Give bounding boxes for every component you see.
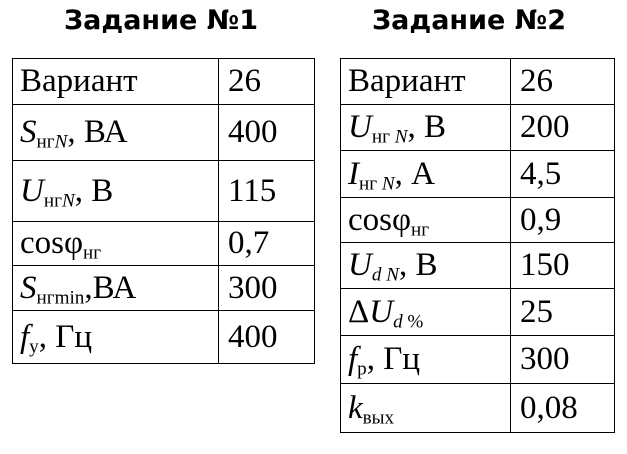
subscript-var: N	[381, 172, 395, 194]
subscript-text: нг	[359, 172, 382, 194]
value-cell: 26	[219, 59, 315, 105]
param-unit: , Гц	[38, 318, 92, 355]
table-row	[341, 105, 615, 151]
param-subscript	[372, 126, 408, 147]
param-cell	[341, 336, 511, 384]
param-cell	[341, 384, 511, 433]
task1-heading: Задание №1	[64, 5, 258, 36]
param-symbol: k	[348, 389, 363, 426]
table-row	[341, 59, 615, 105]
param-prefix: Δ	[348, 293, 370, 330]
table-row	[341, 243, 615, 289]
param-symbol: U	[348, 247, 372, 283]
param-subscript: нгmin	[36, 286, 85, 308]
subscript-text: %	[402, 310, 424, 332]
subscript-text: нг	[43, 189, 62, 211]
subscript-var: N	[394, 126, 408, 148]
param-subscript: р	[357, 358, 367, 380]
table-row	[341, 289, 615, 336]
param-prefix: cosφ	[20, 225, 84, 261]
table-row	[13, 59, 315, 105]
table-row	[341, 198, 615, 243]
value-cell: 0,9	[511, 198, 615, 243]
param-unit: , В	[407, 109, 446, 145]
subscript-var: N	[61, 189, 75, 211]
param-unit: ,ВА	[84, 269, 137, 306]
subscript-var: d	[393, 310, 403, 332]
param-unit: , В	[398, 247, 438, 283]
param-symbol: f	[20, 318, 30, 355]
param-subscript: нг	[83, 242, 102, 264]
task2-heading: Задание №2	[372, 5, 566, 36]
subscript-text: нг	[36, 131, 55, 153]
param-subscript: нг	[411, 218, 430, 240]
param-subscript	[44, 190, 75, 211]
value-cell: 0,08	[511, 384, 615, 433]
param-subscript	[359, 173, 395, 194]
task2-table	[340, 58, 615, 433]
param-cell	[341, 243, 511, 289]
value-cell: 25	[511, 289, 615, 336]
param-prefix: cosφ	[348, 201, 412, 238]
param-cell	[13, 222, 219, 266]
task1-table	[12, 58, 315, 364]
param-symbol: I	[348, 155, 359, 192]
value-cell: 150	[511, 243, 615, 289]
table-row	[341, 336, 615, 384]
param-cell	[341, 198, 511, 243]
value-cell: 4,5	[511, 151, 615, 198]
param-subscript: d N	[371, 264, 399, 286]
param-symbol: U	[369, 293, 394, 330]
param-cell	[341, 289, 511, 336]
value-cell: 0,7	[219, 222, 315, 266]
param-label: Вариант	[20, 63, 138, 99]
param-cell	[13, 161, 219, 222]
value-cell: 400	[219, 311, 315, 364]
param-unit: , Гц	[366, 341, 420, 377]
param-cell	[13, 105, 219, 161]
param-subscript	[393, 311, 423, 332]
value-cell: 200	[511, 105, 615, 151]
value-cell: 26	[511, 59, 615, 105]
param-unit: , ВА	[67, 114, 128, 150]
param-symbol: S	[20, 269, 37, 306]
value-cell: 300	[511, 336, 615, 384]
subscript-var: N	[54, 131, 68, 153]
param-cell	[13, 59, 219, 105]
param-unit: , В	[74, 172, 114, 209]
param-symbol: U	[20, 172, 44, 209]
table-row	[13, 161, 315, 222]
table-row	[341, 384, 615, 433]
subscript-text: нг	[371, 126, 395, 148]
table-row	[13, 266, 315, 311]
param-label: Вариант	[348, 63, 466, 99]
value-cell: 115	[219, 161, 315, 222]
param-cell	[341, 105, 511, 151]
value-cell: 300	[219, 266, 315, 311]
param-cell	[341, 59, 511, 105]
param-subscript: у	[29, 335, 39, 357]
table-row	[13, 222, 315, 266]
table-row	[13, 105, 315, 161]
param-symbol: S	[20, 114, 37, 150]
value-cell: 400	[219, 105, 315, 161]
param-subscript: вых	[362, 406, 395, 428]
param-cell	[13, 311, 219, 364]
param-subscript	[37, 131, 68, 152]
param-unit: , А	[394, 155, 435, 192]
table-row	[341, 151, 615, 198]
param-symbol: f	[348, 341, 358, 377]
param-symbol: U	[348, 109, 372, 145]
param-cell	[13, 266, 219, 311]
table-row	[13, 311, 315, 364]
param-cell	[341, 151, 511, 198]
